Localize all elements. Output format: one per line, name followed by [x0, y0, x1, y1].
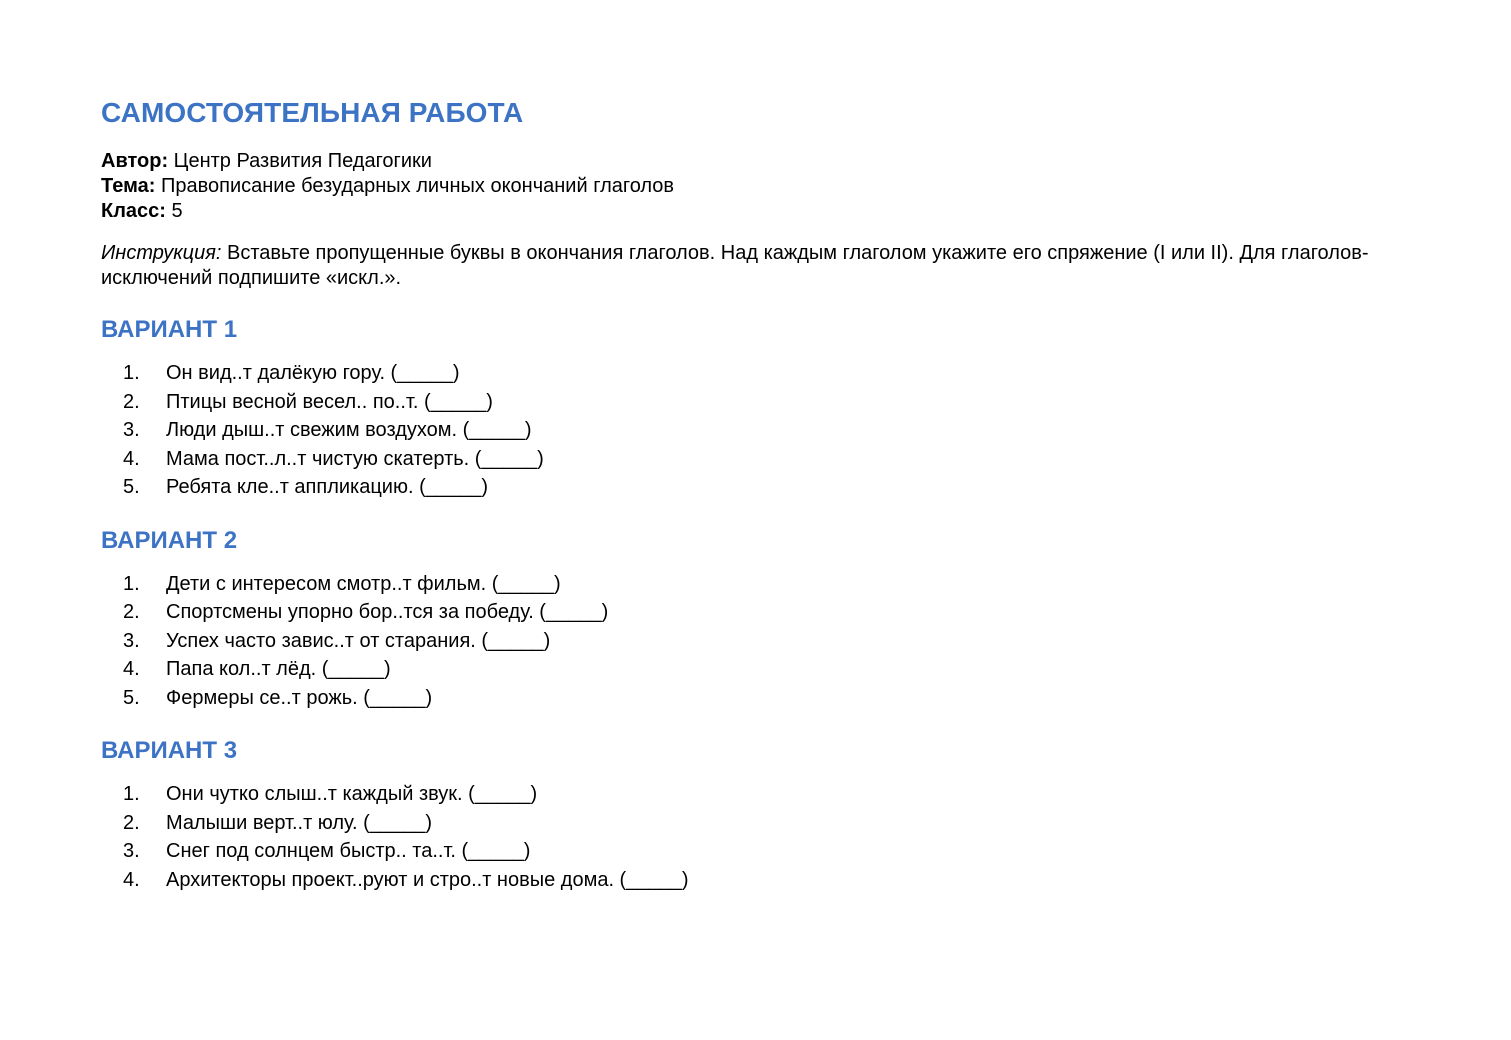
variant-3-heading: ВАРИАНТ 3 — [101, 737, 238, 764]
list-item — [101, 684, 1410, 713]
item-text: Люди дыш..т свежим воздухом. (_____) — [166, 419, 532, 441]
meta-author — [101, 149, 1410, 174]
list-item — [101, 473, 1410, 502]
item-text: Успех часто завис..т от старания. (_____) — [166, 629, 551, 652]
meta-grade-value: 5 — [165, 200, 183, 222]
item-number: 3. — [123, 629, 140, 652]
item-number: 4. — [123, 447, 140, 470]
meta-topic-value: Правописание безударных личных окончаний глаголов — [155, 175, 675, 197]
item-number: 2. — [123, 390, 140, 413]
list-item — [101, 416, 1410, 445]
list-item — [101, 359, 1410, 388]
list-item — [101, 598, 1410, 627]
item-number: 3. — [123, 840, 140, 862]
item-number: 5. — [123, 686, 140, 709]
item-number: 3. — [123, 419, 140, 441]
list-item — [101, 445, 1410, 474]
item-number: 2. — [123, 601, 140, 623]
item-number: 1. — [123, 362, 140, 384]
variant-3-task-list — [101, 780, 1410, 894]
list-item — [101, 837, 1410, 866]
item-text: Мама пост..л..т чистую скатерть. (_____) — [166, 447, 544, 470]
item-number: 4. — [123, 868, 140, 891]
variant-3-section — [101, 732, 1410, 894]
variant-2-heading: ВАРИАНТ 2 — [101, 526, 238, 554]
item-text: Малыши верт..т юлу. (_____) — [166, 811, 433, 834]
list-item — [101, 627, 1410, 656]
item-number: 1. — [123, 572, 140, 595]
item-number: 2. — [123, 811, 140, 834]
item-text: Снег под солнцем быстр.. та..т. (_____) — [166, 840, 531, 862]
meta-grade-label: Класс: — [101, 200, 166, 222]
list-item — [101, 655, 1410, 684]
item-text: Он вид..т далёкую гору. (_____) — [166, 362, 460, 384]
variant-1-task-list — [101, 359, 1410, 502]
list-item — [101, 809, 1410, 838]
instruction-paragraph — [101, 241, 1410, 291]
document-meta — [101, 149, 1410, 224]
meta-author-value: Центр Развития Педагогики — [168, 150, 432, 172]
item-text: Птицы весной весел.. по..т. (_____) — [166, 390, 493, 413]
variant-1-heading: ВАРИАНТ 1 — [101, 316, 238, 343]
item-text: Папа кол..т лёд. (_____) — [166, 658, 391, 680]
item-number: 1. — [123, 783, 140, 805]
list-item — [101, 570, 1410, 599]
list-item — [101, 866, 1410, 895]
variant-2-section — [101, 522, 1410, 713]
document-title: САМОСТОЯТЕЛЬНАЯ РАБОТА — [101, 97, 524, 128]
item-text: Они чутко слыш..т каждый звук. (_____) — [166, 783, 538, 805]
meta-grade — [101, 199, 1410, 224]
meta-topic — [101, 174, 1410, 199]
instruction-label: Инструкция: — [101, 242, 222, 264]
item-text: Спортсмены упорно бор..тся за победу. (_____) — [166, 601, 609, 623]
meta-topic-label: Тема: — [101, 175, 156, 197]
item-text: Архитекторы проект..руют и стро..т новые дома. (_____) — [166, 868, 689, 891]
variant-2-task-list — [101, 570, 1410, 713]
instruction-text: Вставьте пропущенные буквы в окончания глаголов. Над каждым глаголом укажите его спряжение (I или II). Для глаголов-исключений подпишите «искл.». — [101, 242, 1369, 289]
item-number: 5. — [123, 476, 140, 498]
item-text: Ребята кле..т аппликацию. (_____) — [166, 476, 489, 498]
list-item — [101, 388, 1410, 417]
meta-author-label: Автор: — [101, 150, 169, 172]
item-text: Дети с интересом смотр..т фильм. (_____) — [166, 572, 561, 595]
item-text: Фермеры се..т рожь. (_____) — [166, 686, 433, 709]
item-number: 4. — [123, 658, 140, 680]
variant-1-section — [101, 311, 1410, 502]
list-item — [101, 780, 1410, 809]
